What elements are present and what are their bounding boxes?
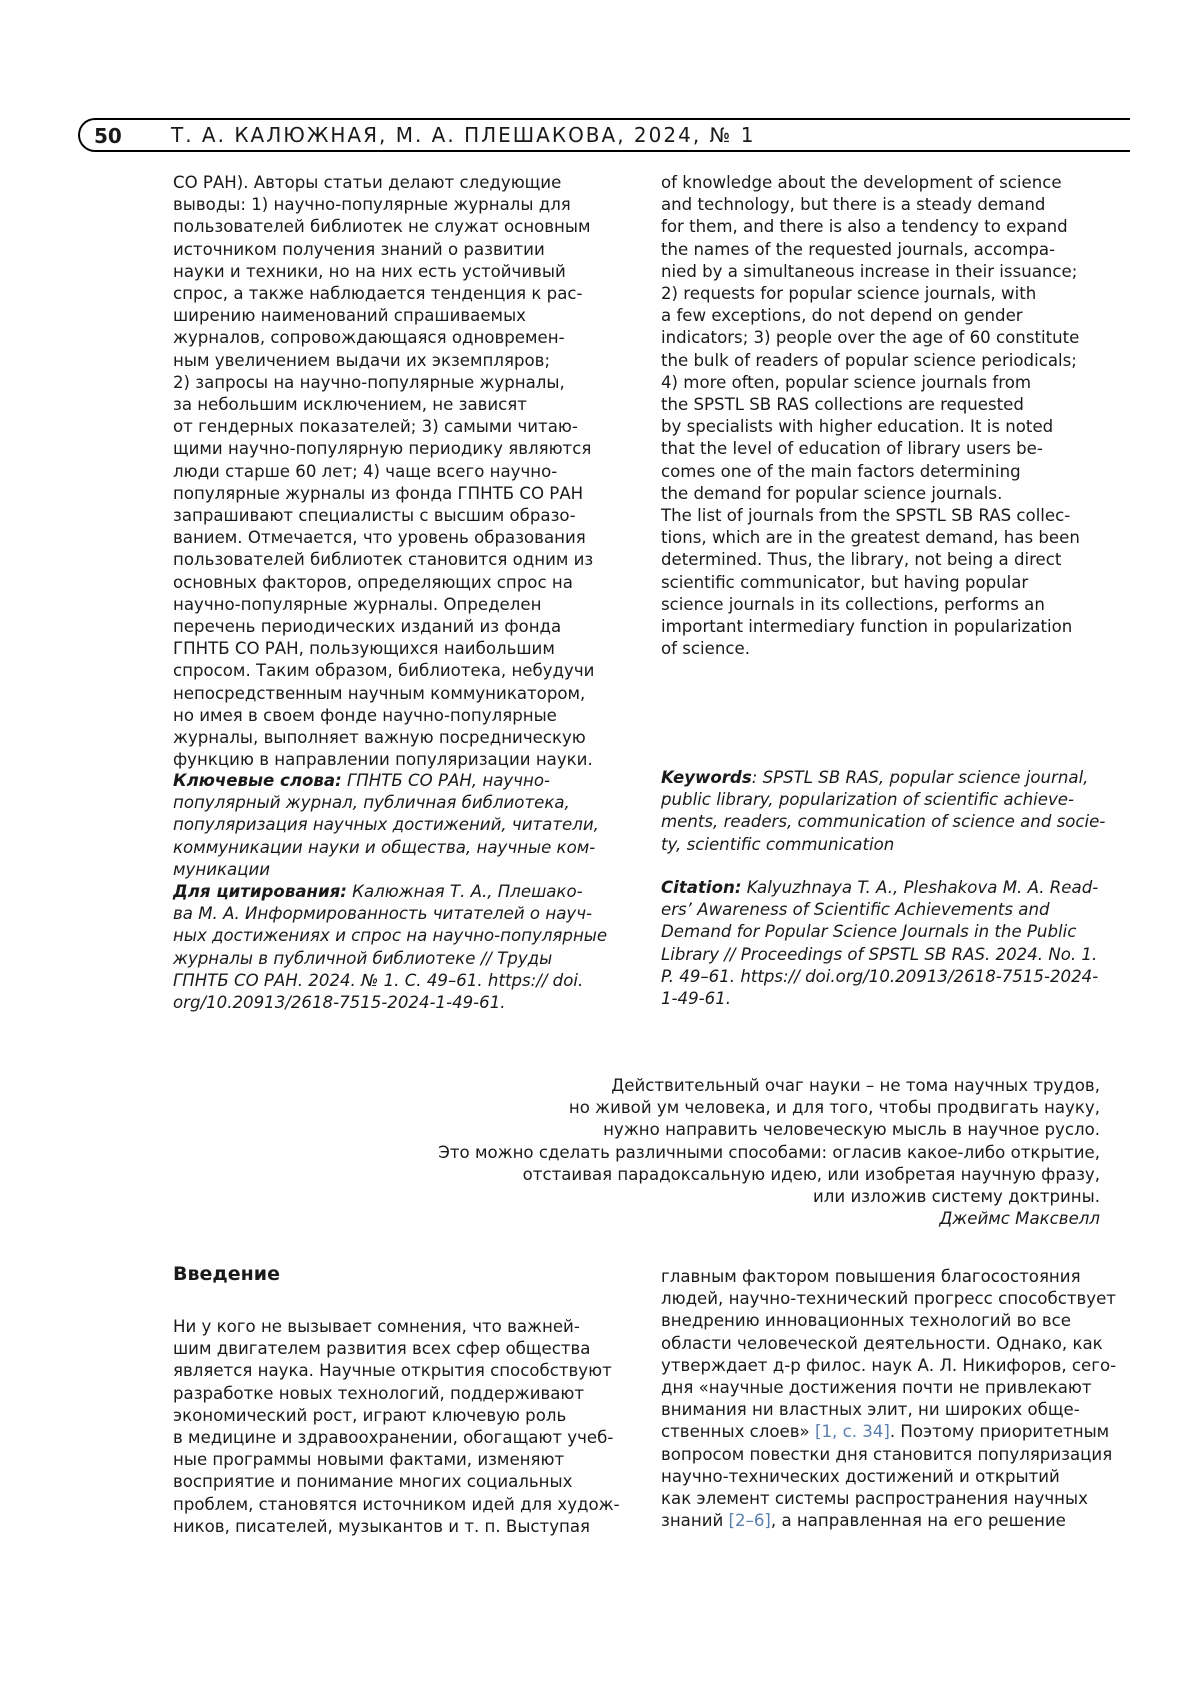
abstract-ru-line: щими научно-популярную периодику являются bbox=[173, 439, 592, 459]
header-rule-bottom bbox=[160, 150, 1130, 152]
epigraph-line: Действительный очаг науки – не тома научных трудов, bbox=[611, 1076, 1100, 1095]
abstract-en-line: that the level of education of library users be- bbox=[661, 439, 1043, 459]
intro-text-line: области человеческой деятельности. Однако, как bbox=[661, 1333, 1103, 1353]
epigraph-line: или изложив систему доктрины. bbox=[813, 1187, 1100, 1207]
intro-text-line: людей, научно-технический прогресс способствует bbox=[661, 1289, 1116, 1309]
citation-en-line: Kalyuzhnaya T. A., Pleshakova M. A. Read- bbox=[741, 878, 1099, 897]
abstract-en-line: scientific communicator, but having popular bbox=[661, 572, 1029, 592]
abstract-ru-line: но имея в своем фонде научно-популярные bbox=[173, 705, 557, 725]
abstract-ru-line: спросом. Таким образом, библиотека, небудучи bbox=[173, 661, 595, 681]
abstract-en-line: comes one of the main factors determining bbox=[661, 461, 1021, 481]
keywords-en-line: ty, scientific communication bbox=[661, 834, 895, 854]
epigraph bbox=[438, 1075, 1100, 1230]
abstract-ru-line: основных факторов, определяющих спрос на bbox=[173, 572, 573, 592]
abstract-ru-line: запрашивают специалисты с высшим образо- bbox=[173, 506, 576, 526]
abstract-ru-line: перечень периодических изданий из фонда bbox=[173, 617, 562, 637]
abstract-en-line: 2) requests for popular science journals, with bbox=[661, 284, 1037, 304]
citation-ru-line: ГПНТБ СО РАН. 2024. № 1. С. 49–61. https:// doi. bbox=[173, 970, 584, 990]
keywords-en bbox=[661, 767, 1106, 856]
keywords-ru-line: муникации bbox=[173, 859, 271, 879]
abstract-ru-line: журналы, выполняет важную посредническую bbox=[173, 728, 586, 748]
intro-text-line: , а направленная на его решение bbox=[770, 1511, 1066, 1531]
intro-text-line: является наука. Научные открытия способствуют bbox=[173, 1361, 612, 1381]
intro-text-line: в медицине и здравоохранении, обогащают учеб- bbox=[173, 1428, 614, 1448]
intro-text-line: шим двигателем развития всех сфер общества bbox=[173, 1339, 591, 1359]
epigraph-line: нужно направить человеческую мысль в научное русло. bbox=[603, 1120, 1100, 1140]
intro-left-text bbox=[173, 1316, 618, 1538]
intro-text-line: ников, писателей, музыкантов и т. п. Выступая bbox=[173, 1516, 591, 1536]
intro-text-line: знаний bbox=[661, 1511, 729, 1531]
citation-ru-line: Калюжная Т. А., Плешако- bbox=[346, 882, 583, 901]
citation-en-line: Library // Proceedings of SPSTL SB RAS. 2024. No. 1. bbox=[661, 944, 1098, 964]
abstract-ru-line: ванием. Отмечается, что уровень образования bbox=[173, 528, 586, 548]
abstract-ru-line: функцию в направлении популяризации науки. bbox=[173, 750, 593, 770]
abstract-ru-line: науки и техники, но на них есть устойчивый bbox=[173, 261, 566, 281]
intro-text-line: восприятие и понимание многих социальных bbox=[173, 1472, 573, 1492]
keywords-en-line: public library, popularization of scientific achieve- bbox=[661, 790, 1074, 810]
intro-text-line: внимания ни властных элит, ни широких обще- bbox=[661, 1400, 1080, 1420]
abstract-en-line: science journals in its collections, performs an bbox=[661, 594, 1045, 614]
header-rule-top bbox=[160, 118, 1130, 120]
abstract-ru bbox=[173, 172, 618, 771]
keywords-en-label: Keywords bbox=[661, 768, 752, 787]
abstract-en-line: The list of journals from the SPSTL SB RAS collec- bbox=[661, 506, 1071, 526]
abstract-en-line: and technology, but there is a steady demand bbox=[661, 195, 1046, 215]
abstract-ru-line: популярные журналы из фонда ГПНТБ СО РАН bbox=[173, 483, 584, 503]
citation-ref-link[interactable]: [1, с. 34] bbox=[814, 1422, 890, 1442]
abstract-en-line: nied by a simultaneous increase in their issuance; bbox=[661, 261, 1078, 281]
citation-en-link[interactable]: 1-49-61. bbox=[661, 989, 732, 1009]
citation-en bbox=[661, 877, 1106, 1010]
abstract-ru-line: ным увеличением выдачи их экземпляров; bbox=[173, 350, 551, 370]
epigraph-line: но живой ум человека, и для того, чтобы продвигать науку, bbox=[568, 1098, 1100, 1118]
epigraph-author: Джеймс Максвелл bbox=[939, 1209, 1100, 1229]
abstract-en-line: indicators; 3) people over the age of 60 constitute bbox=[661, 328, 1080, 348]
page-number: 50 bbox=[94, 124, 122, 148]
section-title-introduction: Введение bbox=[173, 1263, 280, 1285]
abstract-en-line: determined. Thus, the library, not being a direct bbox=[661, 550, 1062, 570]
intro-text-line: разработке новых технологий, поддерживают bbox=[173, 1383, 585, 1403]
abstract-ru-line: ГПНТБ СО РАН, пользующихся наибольшим bbox=[173, 639, 555, 659]
citation-ru-link[interactable]: org/10.20913/2618-7515-2024-1-49-61. bbox=[173, 993, 506, 1013]
intro-text-line: главным фактором повышения благосостояния bbox=[661, 1267, 1081, 1286]
intro-text-line: дня «научные достижения почти не привлекают bbox=[661, 1378, 1092, 1398]
abstract-en-line: of knowledge about the development of science bbox=[661, 173, 1062, 192]
keywords-ru-line: ГПНТБ СО РАН, научно- bbox=[341, 771, 550, 790]
citation-ru bbox=[173, 881, 618, 1014]
citation-ru-label: Для цитирования: bbox=[173, 882, 347, 901]
running-header bbox=[78, 118, 1130, 152]
abstract-ru-line: журналов, сопровождающаяся одновремен- bbox=[173, 328, 565, 348]
abstract-en-line: 4) more often, popular science journals from bbox=[661, 372, 1032, 392]
abstract-en-line: by specialists with higher education. It is noted bbox=[661, 417, 1054, 437]
abstract-ru-line: от гендерных показателей; 3) самыми читаю- bbox=[173, 417, 578, 437]
abstract-en-line: of science. bbox=[661, 639, 750, 659]
epigraph-line: Это можно сделать различными способами: огласив какое-либо открытие, bbox=[438, 1142, 1100, 1162]
abstract-ru-line: непосредственным научным коммуникатором, bbox=[173, 683, 586, 703]
intro-text-line: утверждает д-р филос. наук А. Л. Никифоров, сего- bbox=[661, 1355, 1117, 1375]
citation-en-link[interactable]: P. 49–61. https:// doi.org/10.20913/2618-7515-2024- bbox=[661, 966, 1099, 986]
citation-ref-link[interactable]: [2–6] bbox=[728, 1511, 771, 1531]
intro-text-line: вопросом повестки дня становится популяризация bbox=[661, 1444, 1113, 1464]
citation-en-label: Citation: bbox=[661, 878, 742, 897]
citation-en-line: Demand for Popular Science Journals in the Public bbox=[661, 922, 1077, 942]
abstract-ru-line: люди старше 60 лет; 4) чаще всего научно- bbox=[173, 461, 558, 481]
intro-text-line: ные программы новыми фактами, изменяют bbox=[173, 1450, 565, 1470]
epigraph-line: отстаивая парадоксальную идею, или изобретая научную фразу, bbox=[522, 1164, 1100, 1184]
intro-text-line: научно-технических достижений и открытий bbox=[661, 1466, 1060, 1486]
abstract-ru-line: СО РАН). Авторы статьи делают следующие bbox=[173, 173, 562, 192]
intro-text-line: экономический рост, играют ключевую роль bbox=[173, 1405, 567, 1425]
keywords-ru-label: Ключевые слова: bbox=[173, 771, 342, 790]
intro-text-line: внедрению инновационных технологий во все bbox=[661, 1311, 1071, 1331]
abstract-en bbox=[661, 172, 1106, 660]
keywords-ru bbox=[173, 770, 618, 881]
abstract-en-line: a few exceptions, do not depend on gender bbox=[661, 306, 1023, 326]
keywords-en-line: ments, readers, communication of science and socie- bbox=[661, 812, 1106, 832]
abstract-ru-line: выводы: 1) научно-популярные журналы для bbox=[173, 195, 571, 215]
keywords-ru-line: коммуникации науки и общества, научные ком- bbox=[173, 837, 596, 857]
abstract-en-line: for them, and there is also a tendency to expand bbox=[661, 217, 1068, 237]
citation-ru-line: журналы в публичной библиотеке // Труды bbox=[173, 948, 553, 968]
abstract-en-line: the SPSTL SB RAS collections are requested bbox=[661, 395, 1024, 415]
running-head-title: Т. А. КАЛЮЖНАЯ, М. А. ПЛЕШАКОВА, 2024, № 1 bbox=[171, 123, 756, 147]
abstract-ru-line: научно-популярные журналы. Определен bbox=[173, 594, 542, 614]
intro-text-line: как элемент системы распространения научных bbox=[661, 1489, 1088, 1509]
intro-text-line: ственных слоев» bbox=[661, 1422, 815, 1442]
abstract-ru-line: ширению наименований спрашиваемых bbox=[173, 306, 526, 326]
intro-text-line: Ни у кого не вызывает сомнения, что важней- bbox=[173, 1317, 580, 1336]
abstract-en-line: tions, which are in the greatest demand, has been bbox=[661, 528, 1080, 548]
intro-text-line: . Поэтому приоритетным bbox=[889, 1422, 1110, 1442]
abstract-ru-line: источником получения знаний о развитии bbox=[173, 239, 545, 259]
citation-en-line: ers’ Awareness of Scientific Achievements and bbox=[661, 900, 1050, 920]
abstract-ru-line: пользователей библиотек становится одним из bbox=[173, 550, 594, 570]
abstract-ru-line: 2) запросы на научно-популярные журналы, bbox=[173, 372, 565, 392]
intro-right-text bbox=[661, 1266, 1117, 1532]
keywords-en-line: : SPSTL SB RAS, popular science journal, bbox=[751, 768, 1089, 787]
abstract-en-line: the names of the requested journals, accompa- bbox=[661, 239, 1056, 259]
abstract-en-line: the demand for popular science journals. bbox=[661, 483, 1003, 503]
abstract-ru-line: за небольшим исключением, не зависят bbox=[173, 395, 527, 415]
intro-text-line: проблем, становятся источником идей для худож- bbox=[173, 1494, 620, 1514]
abstract-ru-line: пользователей библиотек не служат основным bbox=[173, 217, 591, 237]
keywords-ru-line: популярный журнал, публичная библиотека, bbox=[173, 793, 570, 813]
abstract-en-line: important intermediary function in popularization bbox=[661, 617, 1073, 637]
citation-ru-line: ва М. А. Информированность читателей о науч- bbox=[173, 904, 592, 924]
abstract-en-line: the bulk of readers of popular science periodicals; bbox=[661, 350, 1077, 370]
abstract-ru-line: спрос, а также наблюдается тенденция к рас- bbox=[173, 284, 583, 304]
keywords-ru-line: популяризация научных достижений, читатели, bbox=[173, 815, 599, 835]
citation-ru-line: ных достижениях и спрос на научно-популярные bbox=[173, 926, 608, 946]
